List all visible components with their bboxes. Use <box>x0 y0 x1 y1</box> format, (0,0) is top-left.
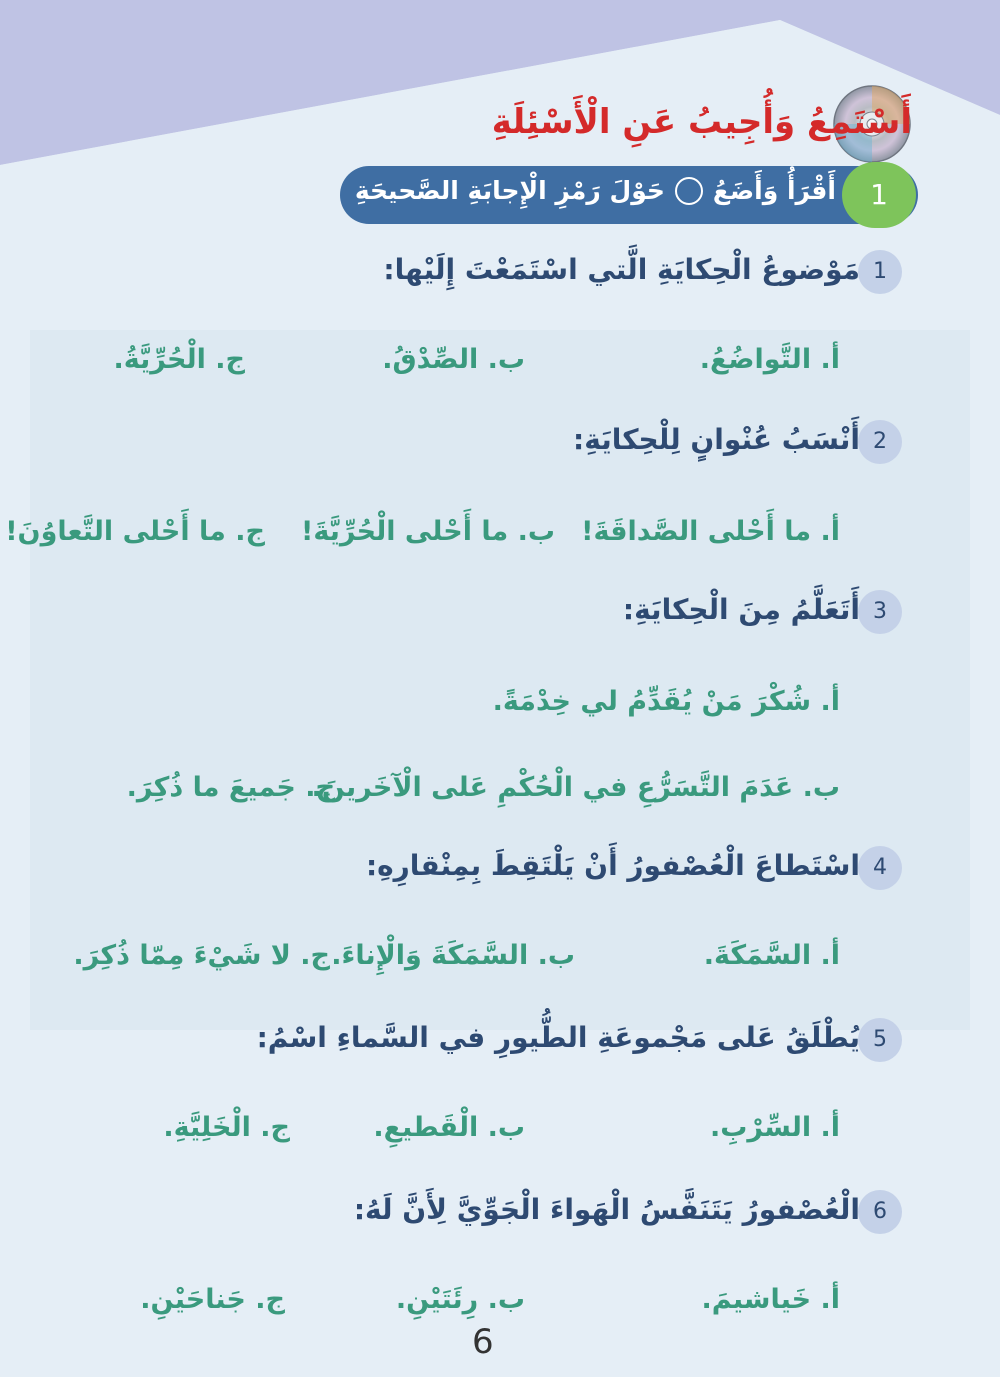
question-number: 3 <box>858 590 902 634</box>
page-number: 6 <box>472 1322 494 1362</box>
option-a[interactable]: أ. السَّمَكَةَ. <box>703 940 840 971</box>
option-a[interactable]: أ. التَّواضُعُ. <box>699 344 840 375</box>
option-b[interactable]: ب. الْقَطيعِ. <box>373 1112 525 1143</box>
question-number: 6 <box>858 1190 902 1234</box>
option-a[interactable]: أ. شُكْرَ مَنْ يُقَدِّمُ لي خِدْمَةً. <box>492 686 840 717</box>
option-c[interactable]: ج. لا شَيْءَ مِمّا ذُكِرَ. <box>73 940 330 971</box>
option-b[interactable]: ب. السَّمَكَةَ وَالْإِناءَ. <box>331 940 575 971</box>
question-number: 5 <box>858 1018 902 1062</box>
option-c[interactable]: ج. جَميعَ ما ذُكِرَ. <box>126 772 335 803</box>
option-c[interactable]: ج. ما أَحْلى التَّعاوُنَ! <box>5 516 265 547</box>
option-a[interactable]: أ. خَياشيمَ. <box>701 1284 840 1315</box>
instruction-text-before: أَقْرَأُ وَأَضَعُ <box>712 176 836 205</box>
option-a[interactable]: أ. ما أَحْلى الصَّداقَةَ! <box>581 516 840 547</box>
section-title: أَسْتَمِعُ وَأُجِيبُ عَنِ الْأَسْئِلَةِ <box>491 102 912 142</box>
option-c[interactable]: ج. جَناحَيْنِ. <box>140 1284 285 1315</box>
option-a[interactable]: أ. السِّرْبِ. <box>710 1112 840 1143</box>
question-text: اسْتَطاعَ الْعُصْفورُ أَنْ يَلْتَقِطَ بِمِنْقارِهِ: <box>365 849 860 882</box>
option-b[interactable]: ب. عَدَمَ التَّسَرُّعِ في الْحُكْمِ عَلى الْآخَرينَ. <box>311 772 840 803</box>
question-number: 4 <box>858 846 902 890</box>
question-text: يُطْلَقُ عَلى مَجْموعَةِ الطُّيورِ في السَّماءِ اسْمُ: <box>256 1021 860 1054</box>
instruction-text <box>355 176 836 205</box>
option-b[interactable]: ب. الصِّدْقُ. <box>382 344 525 375</box>
option-c[interactable]: ج. الْحُرِّيَّةُ. <box>113 344 245 375</box>
question-text: أَتَعَلَّمُ مِنَ الْحِكايَةِ: <box>622 593 860 626</box>
instruction-text-after: حَوْلَ رَمْزِ الْإِجابَةِ الصَّحيحَةِ <box>354 176 665 205</box>
question-text: مَوْضوعُ الْحِكايَةِ الَّتي اسْتَمَعْتَ إِلَيْها: <box>383 253 860 286</box>
question-number: 2 <box>858 420 902 464</box>
question-text: الْعُصْفورُ يَتَنَفَّسُ الْهَواءَ الْجَوِّيَّ لِأَنَّ لَهُ: <box>353 1193 860 1226</box>
option-c[interactable]: ج. الْخَلِيَّةِ. <box>163 1112 290 1143</box>
option-b[interactable]: ب. رِئَتَيْنِ. <box>395 1284 525 1315</box>
question-text: أَنْسَبُ عُنْوانٍ لِلْحِكايَةِ: <box>573 423 860 456</box>
option-b[interactable]: ب. ما أَحْلى الْحُرِّيَّةَ! <box>301 516 555 547</box>
instruction-number: 1 <box>842 162 916 228</box>
answer-circle-icon <box>675 177 703 205</box>
question-number: 1 <box>858 250 902 294</box>
